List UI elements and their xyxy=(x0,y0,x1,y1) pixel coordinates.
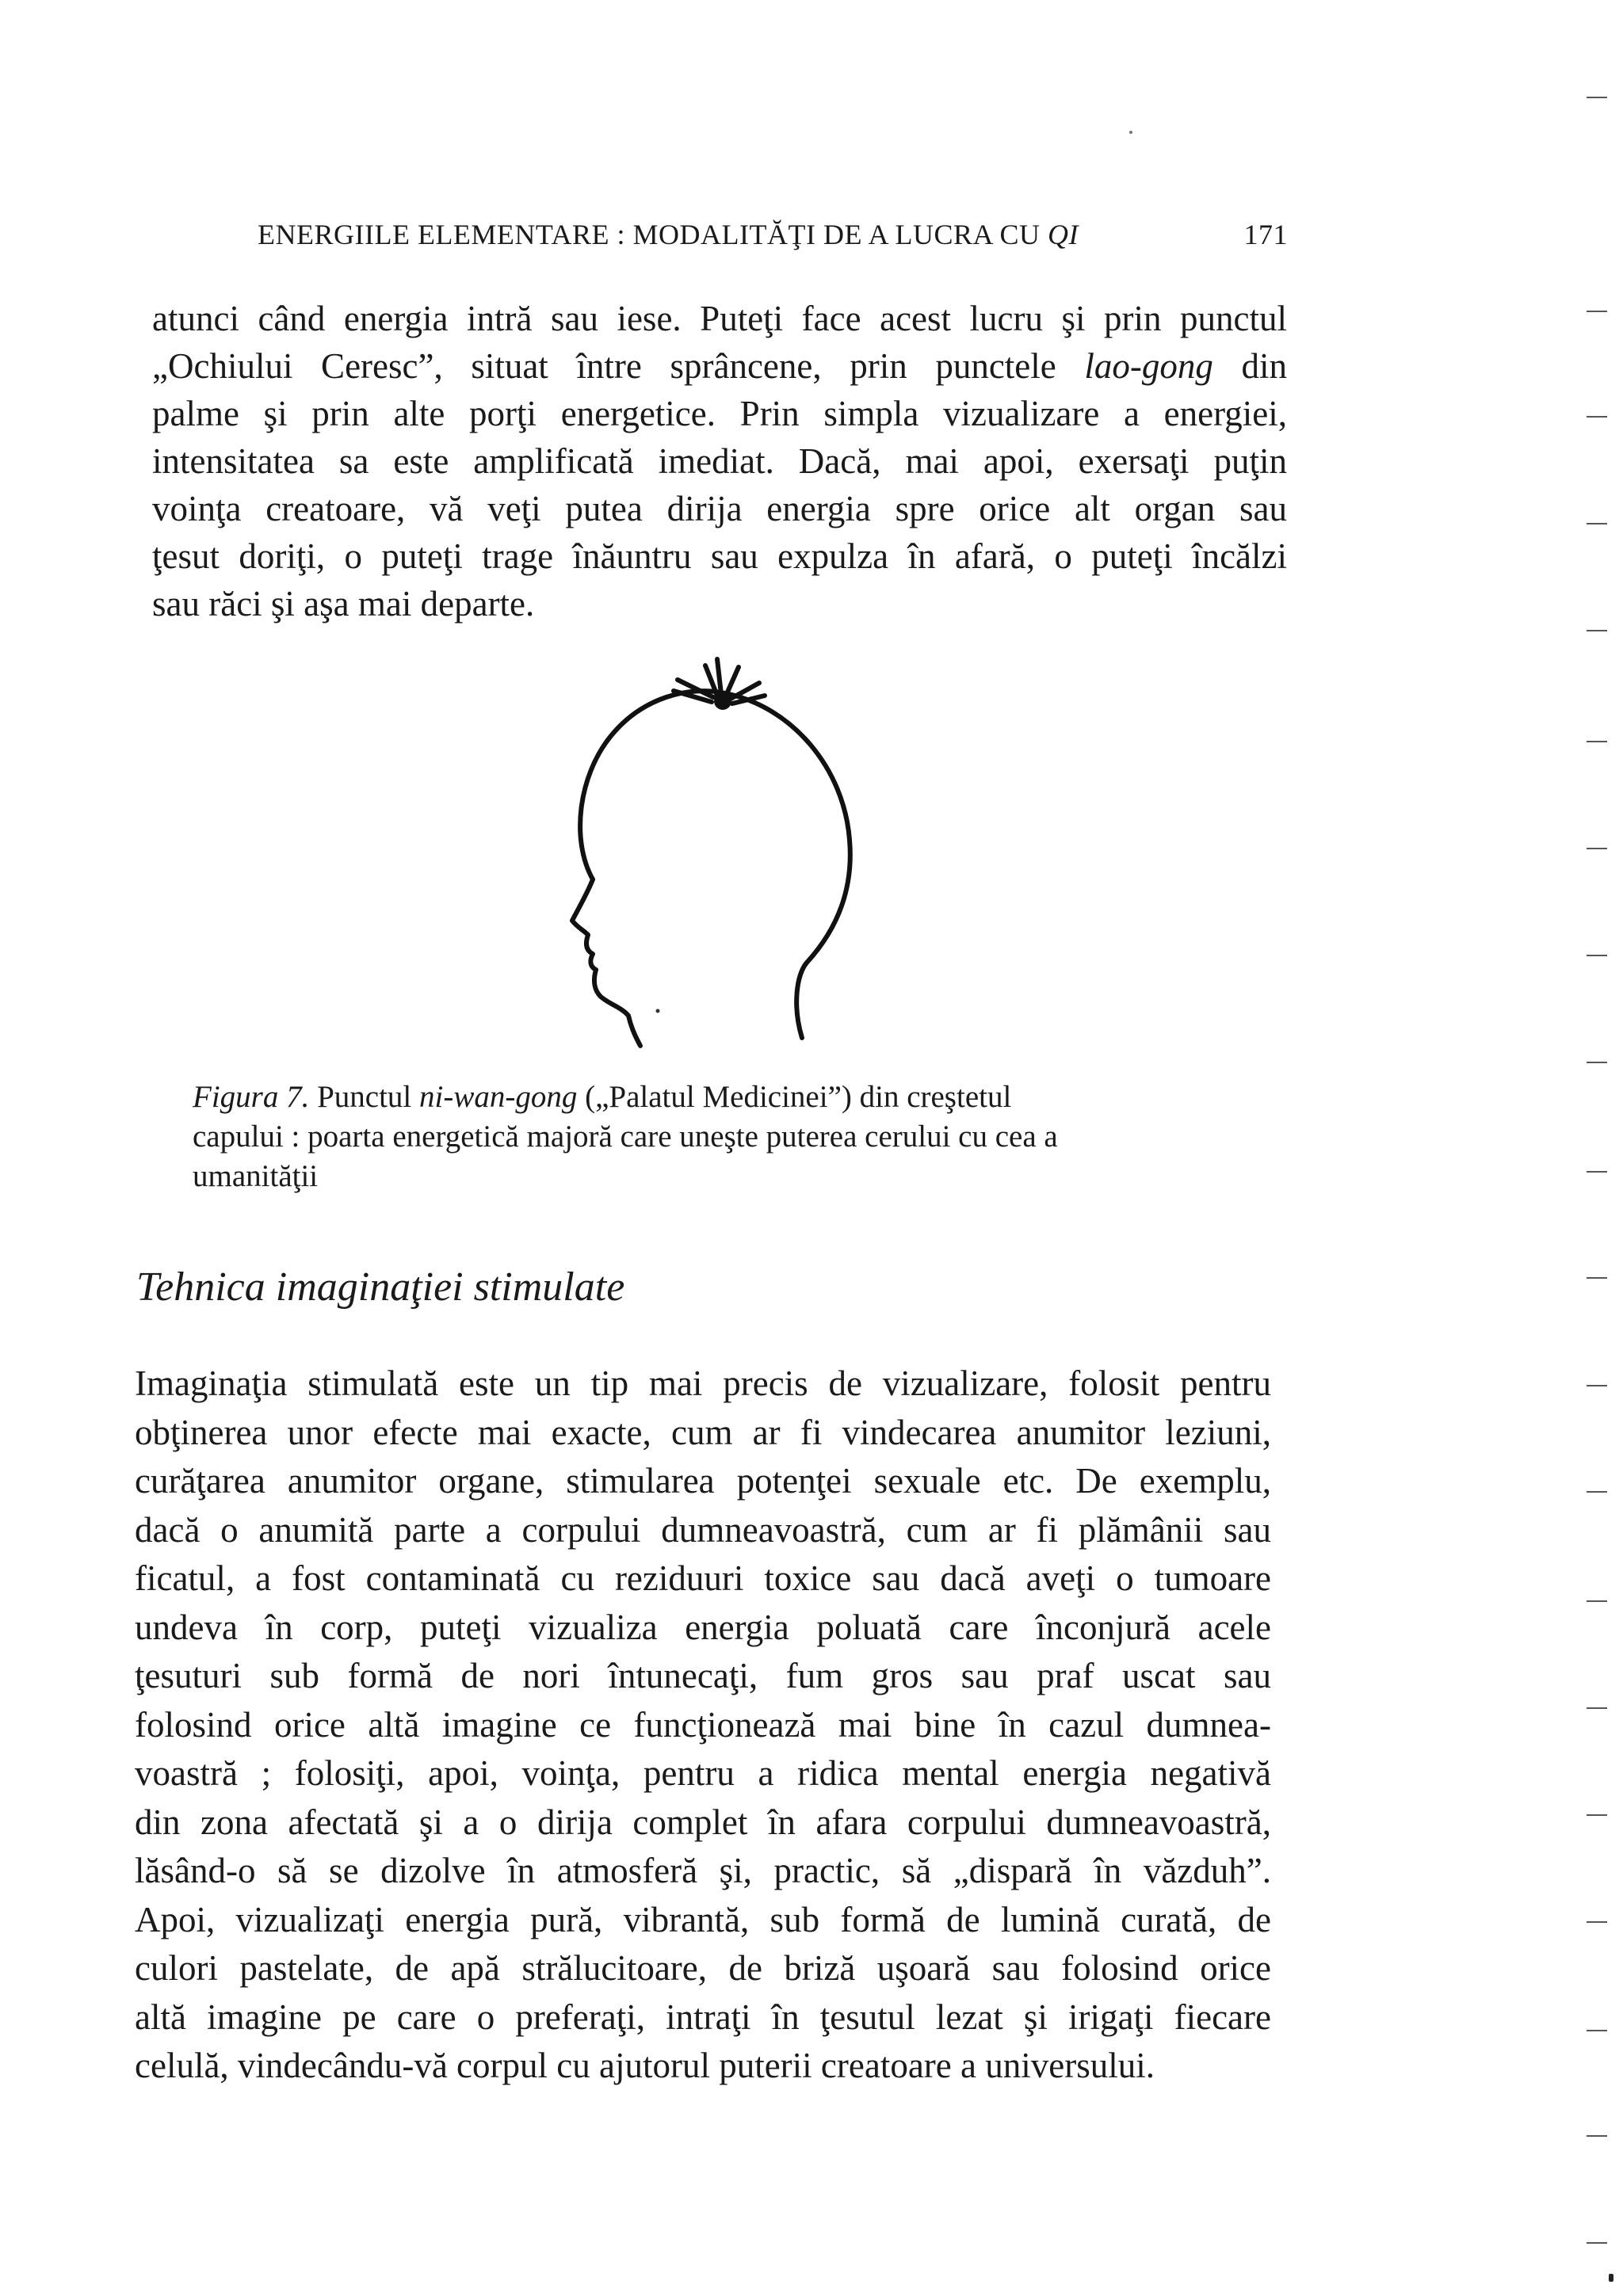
paragraph-technique-line: Apoi, vizualizaţi energia pură, vibrantă, sub formă de lumină curată, de xyxy=(135,1899,1271,1939)
margin-tick xyxy=(1587,1814,1607,1816)
running-header-title-text: ENERGIILE ELEMENTARE : MODALITĂŢI DE A LUCRA CU xyxy=(258,219,1048,250)
paragraph-technique-line: ficatul, a fost contaminată cu reziduuri toxice sau dacă aveţi o tumoare xyxy=(135,1558,1271,1598)
paragraph-intro xyxy=(152,295,1287,627)
paragraph-technique-line: ţesuturi sub formă de nori întunecaţi, fum gros sau praf uscat sau xyxy=(135,1656,1271,1695)
paragraph-technique-line: culori pastelate, de apă strălucitoare, de briză uşoară sau folosind orice xyxy=(135,1948,1271,1988)
paragraph-technique-line: din zona afectată şi a o dirija complet în afara corpului dumneavoastră, xyxy=(135,1802,1271,1842)
margin-tick xyxy=(1587,97,1607,98)
figure-caption xyxy=(193,1077,1223,1196)
paragraph-technique-line: Imaginaţia stimulată este un tip mai precis de vizualizare, folosit pentru xyxy=(135,1363,1271,1403)
paragraph-technique-line: celulă, vindecându-vă corpul cu ajutorul puterii creatoare a universului. xyxy=(135,2046,1155,2085)
margin-tick xyxy=(1587,311,1607,312)
margin-tick xyxy=(1587,416,1607,418)
margin-tick xyxy=(1587,2242,1607,2244)
section-heading: Tehnica imaginaţiei stimulate xyxy=(136,1264,625,1310)
margin-tick xyxy=(1587,1385,1607,1386)
paragraph-technique-line: folosind orice altă imagine ce funcţionează mai bine în cazul dumnea- xyxy=(135,1704,1271,1745)
running-header-title xyxy=(258,218,1079,251)
page-number: 171 xyxy=(1243,219,1288,250)
paragraph-technique-line: curăţarea anumitor organe, stimularea potenţei sexuale etc. De exemplu, xyxy=(135,1461,1271,1501)
text-run: „Ochiului Ceresc”, situat între sprâncene, prin punctele xyxy=(152,346,1085,386)
paragraph-technique xyxy=(135,1360,1271,2091)
running-header xyxy=(258,218,1288,251)
paragraph-technique-line: undeva în corp, puteţi vizualiza energia poluată care înconjură acele xyxy=(135,1607,1271,1647)
head-outline xyxy=(580,691,850,1038)
margin-tick xyxy=(1587,630,1607,631)
text-run: din xyxy=(1212,346,1287,386)
caption-label: Figura 7. xyxy=(193,1080,310,1114)
paragraph-intro-line xyxy=(152,342,1287,390)
ray xyxy=(726,667,739,696)
crown-point xyxy=(714,692,731,710)
margin-tick xyxy=(1587,741,1607,742)
scan-margin-marks xyxy=(1568,0,1623,2296)
ray xyxy=(717,659,721,694)
caption-line: capului : poarta energetică majoră care uneşte puterea cerului cu cea a xyxy=(193,1119,1058,1154)
paragraph-intro-line: intensitatea sa este amplificată imediat. Dacă, mai apoi, exersaţi puţin xyxy=(152,441,1287,481)
ink-dot xyxy=(656,1009,660,1013)
head-profile-with-crown-point-icon xyxy=(555,650,872,1062)
margin-tick xyxy=(1587,1171,1607,1173)
paragraph-intro-line: atunci când energia intră sau iese. Puteţi face acest lucru şi prin punctul xyxy=(152,299,1287,338)
caption-line: umanităţii xyxy=(193,1159,319,1193)
margin-tick xyxy=(1587,1277,1607,1279)
margin-tick xyxy=(1587,1491,1607,1493)
paragraph-intro-line: voinţa creatoare, vă veţi putea dirija energia spre orice alt organ sau xyxy=(152,489,1287,528)
paragraph-intro-line: palme şi prin alte porţi energetice. Prin simpla vizualizare a energiei, xyxy=(152,394,1287,433)
paragraph-technique-line: voastră ; folosiţi, apoi, voinţa, pentru a ridica mental energia negativă xyxy=(135,1753,1271,1793)
scan-speck xyxy=(1129,131,1132,134)
paragraph-intro-line: ţesut doriţi, o puteţi trage înăuntru sau expulza în afară, o puteţi încălzi xyxy=(152,536,1287,576)
paragraph-technique-line: obţinerea unor efecte mai exacte, cum ar fi vindecarea anumitor leziuni, xyxy=(135,1412,1271,1452)
caption-text: Punctul xyxy=(309,1080,420,1114)
caption-line xyxy=(193,1077,1223,1117)
margin-tick xyxy=(1587,1707,1607,1709)
paragraph-intro-line: sau răci şi aşa mai departe. xyxy=(152,584,535,624)
running-header-title-italic: QI xyxy=(1048,219,1079,250)
term-lao-gong: lao-gong xyxy=(1084,346,1213,386)
margin-tick xyxy=(1587,955,1607,956)
margin-tick xyxy=(1587,848,1607,849)
margin-tick xyxy=(1587,1600,1607,1602)
margin-tick xyxy=(1587,1062,1607,1063)
face-profile xyxy=(572,879,640,1046)
margin-tick xyxy=(1587,1921,1607,1923)
margin-tick xyxy=(1587,2030,1607,2031)
caption-term: ni-wan-gong xyxy=(419,1080,578,1114)
margin-tick xyxy=(1587,523,1607,524)
paragraph-technique-line: lăsând-o să se dizolve în atmosferă şi, practic, să „dispară în văzduh”. xyxy=(135,1851,1271,1890)
scan-speck xyxy=(1609,2274,1613,2282)
caption-text: („Palatul Medicinei”) din creştetul xyxy=(577,1080,1012,1114)
paragraph-technique-line: altă imagine pe care o preferaţi, intraţi în ţesutul lezat şi irigaţi fiecare xyxy=(135,1997,1271,2037)
paragraph-technique-line: dacă o anumită parte a corpului dumneavoastră, cum ar fi plămânii sau xyxy=(135,1509,1271,1550)
margin-tick xyxy=(1587,2135,1607,2137)
